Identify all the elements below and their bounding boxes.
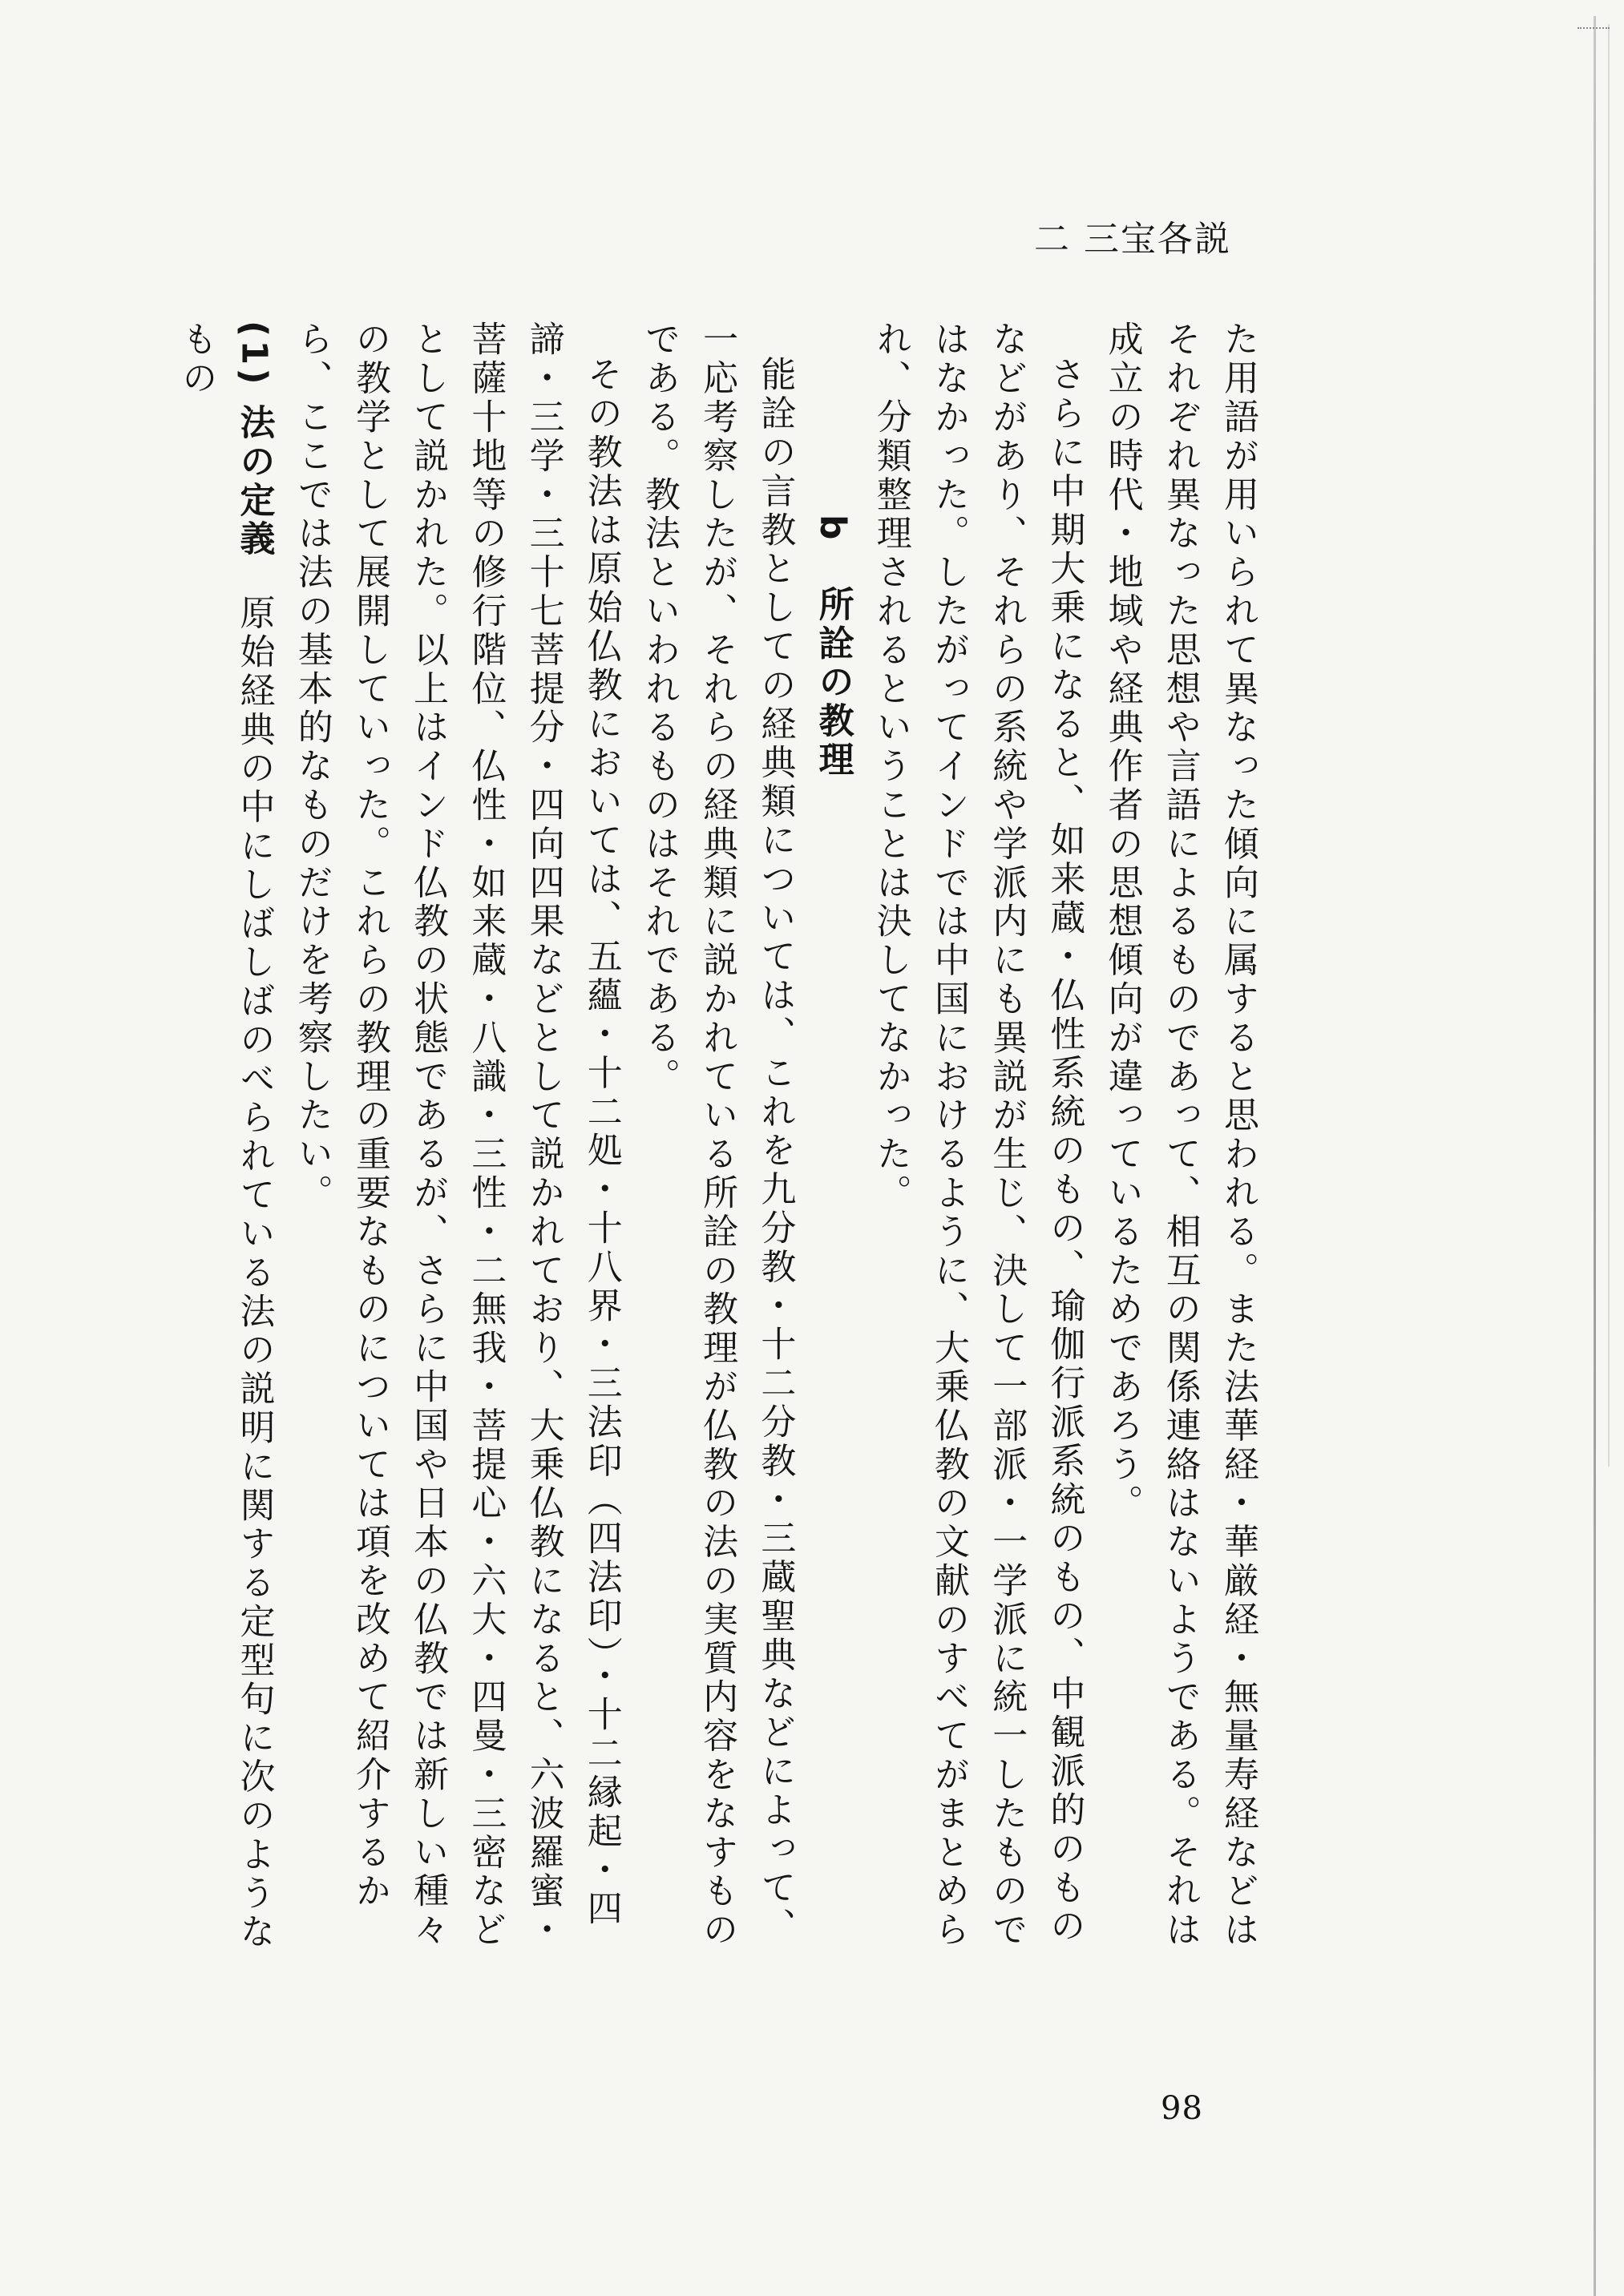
subsection-heading: (1) 法の定義: [233, 321, 275, 559]
paragraph-5: [167, 321, 282, 1971]
page-number: 98: [1161, 2090, 1203, 2127]
scan-mark: [1578, 27, 1610, 34]
binding-shadow: [1594, 16, 1596, 2296]
running-header: 二 三宝各説: [1034, 219, 1231, 260]
section-title: 所詮の教理: [812, 585, 854, 780]
paragraph-3: 能詮の言教としての経典類については、これを九分教・十二分教・三蔵聖典などによって、一応考察したが、それらの経典類に説かれている所詮の教理が仏教の法の実質内容をなすものである。教法といわれるものはそれである。: [638, 321, 796, 1950]
paragraph-5-text: 原始経典の中にしばしばのべられている法の説明に関する定型句に次のようなもの: [176, 321, 275, 1952]
section-letter: b: [812, 514, 854, 543]
section-heading: [803, 321, 861, 1971]
page-edge-line: [1608, 24, 1610, 1467]
vertical-text-body: [96, 321, 1266, 1971]
paragraph-1: た用語が用いられて異なった傾向に属すると思われる。また法華経・華厳経・無量寿経などはそれぞれ異なった思想や言語によるものであって、相互の関係連絡はないようである。それは成立の時代・地域や経典作者の思想傾向が違っているためであろう。: [1101, 321, 1258, 1950]
paragraph-4: その教法は原始仏教においては、五蘊・十二処・十八界・三法印（四法印）・十二縁起・四諦・三学・三十七菩提分・四向四果などとして説かれており、大乗仏教になると、六波羅蜜・菩薩十地等の修行階位、仏性・如来蔵・八識・三性・二無我・菩提心・六大・四曼・三密などとして説かれた。以上はインド仏教の状態であるが、さらに中国や日本の仏教では新しい種々の教学として展開していった。これらの教理の重要なものについては項を改めて紹介するから、ここでは法の基本的なものだけを考察したい。: [291, 321, 622, 1950]
paragraph-2: さらに中期大乗になると、如来蔵・仏性系統のもの、瑜伽行派系統のもの、中観派的のものなどがあり、それらの系統や学派内にも異説が生じ、決して一部派・一学派に統一したものではなかった。したがってインドでは中国におけるように、大乗仏教の文献のすべてがまとめられ、分類整理されるということは決してなかった。: [870, 321, 1085, 1950]
